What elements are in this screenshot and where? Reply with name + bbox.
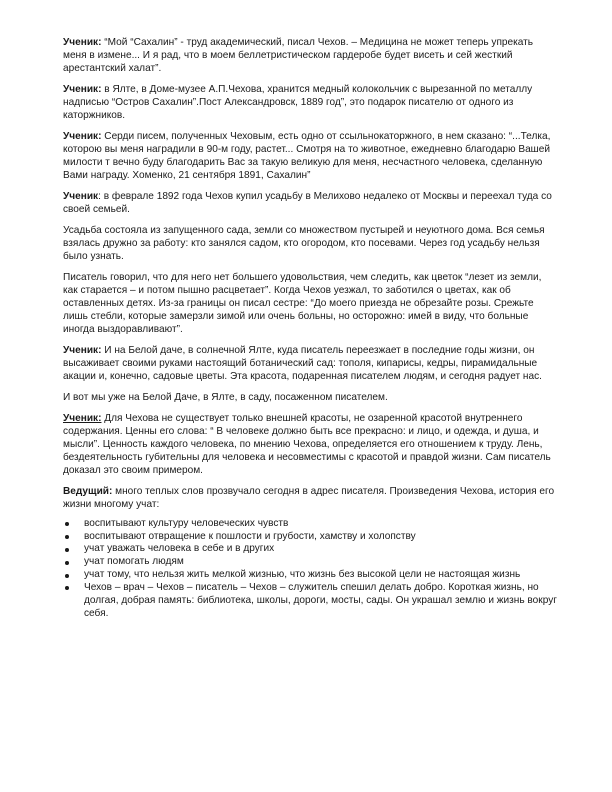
- paragraph-text: в Ялте, в Доме-музее А.П.Чехова, хранится медный колокольчик с вырезанной по металлу надписью “Остров Сахалин”.Пост Александровск, 1889 год”, это подарок писателю от одного из каторжников.: [63, 84, 533, 121]
- list-item: [63, 543, 558, 556]
- bullet-icon: [65, 522, 69, 526]
- list-item-text: воспитывают отвращение к пошлости и грубости, хамству и холопству: [84, 530, 416, 542]
- list-item: [63, 518, 558, 531]
- list-item-text: воспитывают культуру человеческих чувств: [84, 517, 289, 529]
- speaker-label: Ученик:: [63, 37, 102, 48]
- document-body: [63, 37, 558, 620]
- bullet-icon: [65, 561, 69, 565]
- paragraph-7: [63, 345, 558, 384]
- paragraph-6: [63, 272, 558, 336]
- paragraph-4: [63, 191, 558, 217]
- list-item-text: Чехов – врач – Чехов – писатель – Чехов – служитель спешил делать добро. Короткая жизнь, но долгая, добрая память: библиотека, школы, дороги, мосты, сады. Он украшал землю и жизнь вокруг себя.: [84, 581, 557, 619]
- paragraph-text: “Мой “Сахалин” - труд академический, писал Чехов. – Медицина не может теперь упрекать меня в измене... И я рад, что в моем беллетристическом гардеробе будет висеть и сей жесткий арестантский халат”.: [63, 37, 534, 74]
- bullet-list: [63, 518, 558, 621]
- speaker-label: Ученик:: [63, 344, 102, 356]
- paragraph-5: [63, 225, 558, 264]
- paragraph-1: [63, 37, 558, 76]
- paragraph-9: [63, 413, 558, 477]
- speaker-label: Ученик:: [63, 84, 102, 96]
- bullet-icon: [65, 586, 69, 590]
- bullet-icon: [65, 535, 69, 539]
- paragraph-text: Серди писем, полученных Чеховым, есть одно от ссыльнокаторжного, в нем сказано: “...Телка, которою вы меня наградили в 90-м году, растет... Смотря на то животное, ежедневно благодарю Вашей милости т вечно буду благодарить Вас за такую великую для меня, несчастного человека, сделанную Вами награду. Хоменко, 21 сентября 1891, Сахалин”: [63, 131, 551, 181]
- bullet-icon: [65, 548, 69, 552]
- paragraph-text: И вот мы уже на Белой Даче, в Ялте, в саду, посаженном писателем.: [63, 391, 388, 403]
- paragraph-text: Писатель говорил, что для него нет большего удовольствия, чем следить, как цветок “лезет из земли, как старается – и потом пышно расцветает”. Когда Чехов уезжал, то заботился о цветах, как об оставленных детях. Из-за границы он писал сестре: “До моего приезда не обрезайте розы. Срежьте лишь стебли, которые замерзли зимой или очень больны, но осторожно: имей в виду, что больные иногда выздоравливают”.: [63, 272, 542, 335]
- speaker-label: Ученик:: [63, 413, 102, 425]
- paragraph-10: [63, 486, 558, 512]
- list-item-text: учат тому, что нельзя жить мелкой жизнью, что жизнь без высокой цели не настоящая жизнь: [84, 569, 521, 581]
- list-item-text: учат помогать людям: [84, 556, 184, 568]
- paragraph-text: Усадьба состояла из запущенного сада, земли со множеством пустырей и неуютного дома. Вся семья взялась дружно за работу: кто занялся садом, кто огородом, кто посевами. Через год усадьбу нельзя было узнать.: [63, 225, 545, 262]
- list-item-text: учат уважать человека в себе и в других: [84, 543, 275, 555]
- speaker-label: Ведущий:: [63, 485, 113, 497]
- paragraph-text: И на Белой даче, в солнечной Ялте, куда писатель переезжает в последние годы жизни, он высаживает своими руками настоящий ботанический сад: тополя, кипарисы, кедры, пирамидальные акации и, конечно, садовые цветы. Эта красота, подаренная писателем людям, и сегодня радует нас.: [63, 344, 542, 382]
- paragraph-8: [63, 392, 558, 405]
- list-item: [63, 531, 558, 544]
- bullet-icon: [65, 574, 69, 578]
- speaker-label: Ученик:: [63, 131, 102, 143]
- speaker-label: Ученик: [63, 190, 99, 202]
- paragraph-text: : в феврале 1892 года Чехов купил усадьбу в Мелихово недалеко от Москвы и переехал туда со своей семьей.: [63, 190, 552, 215]
- paragraph-2: [63, 84, 558, 123]
- paragraph-3: [63, 131, 558, 182]
- paragraph-text: много теплых слов прозвучало сегодня в адрес писателя. Произведения Чехова, история его жизни многому учат:: [63, 485, 555, 510]
- list-item: [63, 582, 558, 621]
- list-item: [63, 556, 558, 569]
- paragraph-text: Для Чехова не существует только внешней красоты, не озаренной красотой внутреннего содержания. Ценны его слова: “ В человеке должно быть все прекрасно: и лицо, и одежда, и душа, и мысли”. Ценность каждого человека, по мнению Чехова, определяется его отношением к труду. Лень, бездеятельность губительны для человека и несовместимы с красотой и правдой жизни. Сам писатель доказал это своим примером.: [63, 413, 551, 476]
- list-item: [63, 569, 558, 582]
